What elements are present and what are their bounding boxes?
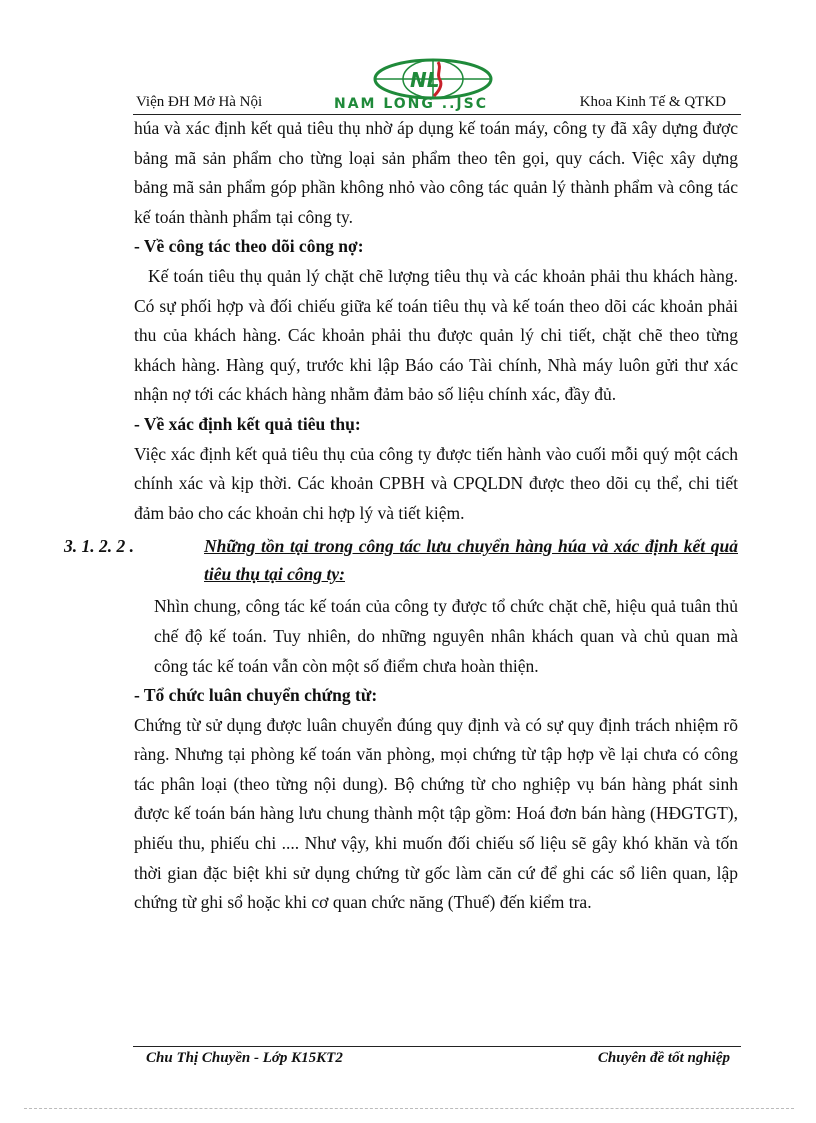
- paragraph-1: húa và xác định kết quả tiêu thụ nhờ áp dụng kế toán máy, công ty đã xây dựng được bảng mã sản phẩm cho từng loại sản phẩm theo tên gọi, quy cách. Việc xây dựng bảng mã sản phẩm góp phần không nhỏ vào công tác quản lý thành phẩm và công tác kế toán thành phẩm tại công ty.: [134, 118, 738, 227]
- header-institute: Viện ĐH Mở Hà Nội: [136, 94, 263, 110]
- heading-sales-result: - Về xác định kết quả tiêu thụ:: [134, 413, 361, 434]
- body-text: [64, 114, 738, 918]
- paragraph-2: Kế toán tiêu thụ quản lý chặt chẽ lượng tiêu thụ và các khoản phải thu khách hàng. Có sự phối hợp và đối chiếu giữa kế toán tiêu thụ và kế toán theo dõi các khoản phải thu của khách hàng. Các khoản phải thu được quản lý chi tiết, chặt chẽ theo từng khách hàng. Hàng quý, trước khi lập Báo cáo Tài chính, Nhà máy luôn gửi thư xác nhận nợ tới các khách hàng nhằm đảm bảo số liệu chính xác, đầy đủ.: [134, 265, 738, 405]
- paragraph-5: Chứng từ sử dụng được luân chuyển đúng quy định và có sự quy định trách nhiệm rõ ràng. Nhưng tại phòng kế toán văn phòng, mọi chứng từ tập hợp về lại chưa có công tác phân loại (theo từng nội dung). Bộ chứng từ cho nghiệp vụ bán hàng phát sinh được kế toán bán hàng lưu chung thành một tập gồm: Hoá đơn bán hàng (HĐGTGT), phiếu thu, phiếu chi .... Như vậy, khi muốn đối chiếu số liệu sẽ gây khó khăn và tốn thời gian đặc biệt khi sử dụng chứng từ gốc làm căn cứ để ghi các sổ liên quan, lập chứng từ ghi sổ hoặc khi cơ quan chức năng (Thuế) đến kiểm tra.: [134, 714, 738, 913]
- footer-rule: [133, 1046, 741, 1047]
- section-heading: [64, 532, 738, 588]
- section-number: 3. 1. 2. 2 .: [64, 536, 134, 557]
- paragraph-3: Việc xác định kết quả tiêu thụ của công ty được tiến hành vào cuối mỗi quý một cách chính xác và kịp thời. Các khoản CPBH và CPQLDN được theo dõi cụ thể, chi tiết đảm bảo cho các khoản chi hợp lý và tiết kiệm.: [134, 443, 738, 523]
- footer-doc-type: Chuyên đề tốt nghiệp: [597, 1050, 730, 1066]
- footer-author: Chu Thị Chuyền - Lớp K15KT2: [146, 1050, 343, 1066]
- logo-monogram: NL: [410, 68, 440, 92]
- nam-long-logo: [330, 58, 536, 114]
- paragraph-4: Nhìn chung, công tác kế toán của công ty được tổ chức chặt chẽ, hiệu quả tuân thủ chế độ kế toán. Tuy nhiên, do những nguyên nhân khách quan và chủ quan mà công tác kế toán vẫn còn một số điểm chưa hoàn thiện.: [154, 596, 738, 676]
- page-boundary: [24, 1108, 794, 1109]
- heading-document-flow: - Tổ chức luân chuyển chứng từ:: [134, 685, 378, 706]
- header-faculty: Khoa Kinh Tế & QTKD: [579, 94, 726, 110]
- logo-caption: NAM LONG ..JSC: [334, 96, 488, 112]
- section-title: Những tồn tại trong công tác lưu chuyển hàng húa và xác định kết quả tiêu thụ tại công ty:: [204, 536, 738, 585]
- heading-debt-tracking: - Về công tác theo dõi công nợ:: [134, 236, 364, 257]
